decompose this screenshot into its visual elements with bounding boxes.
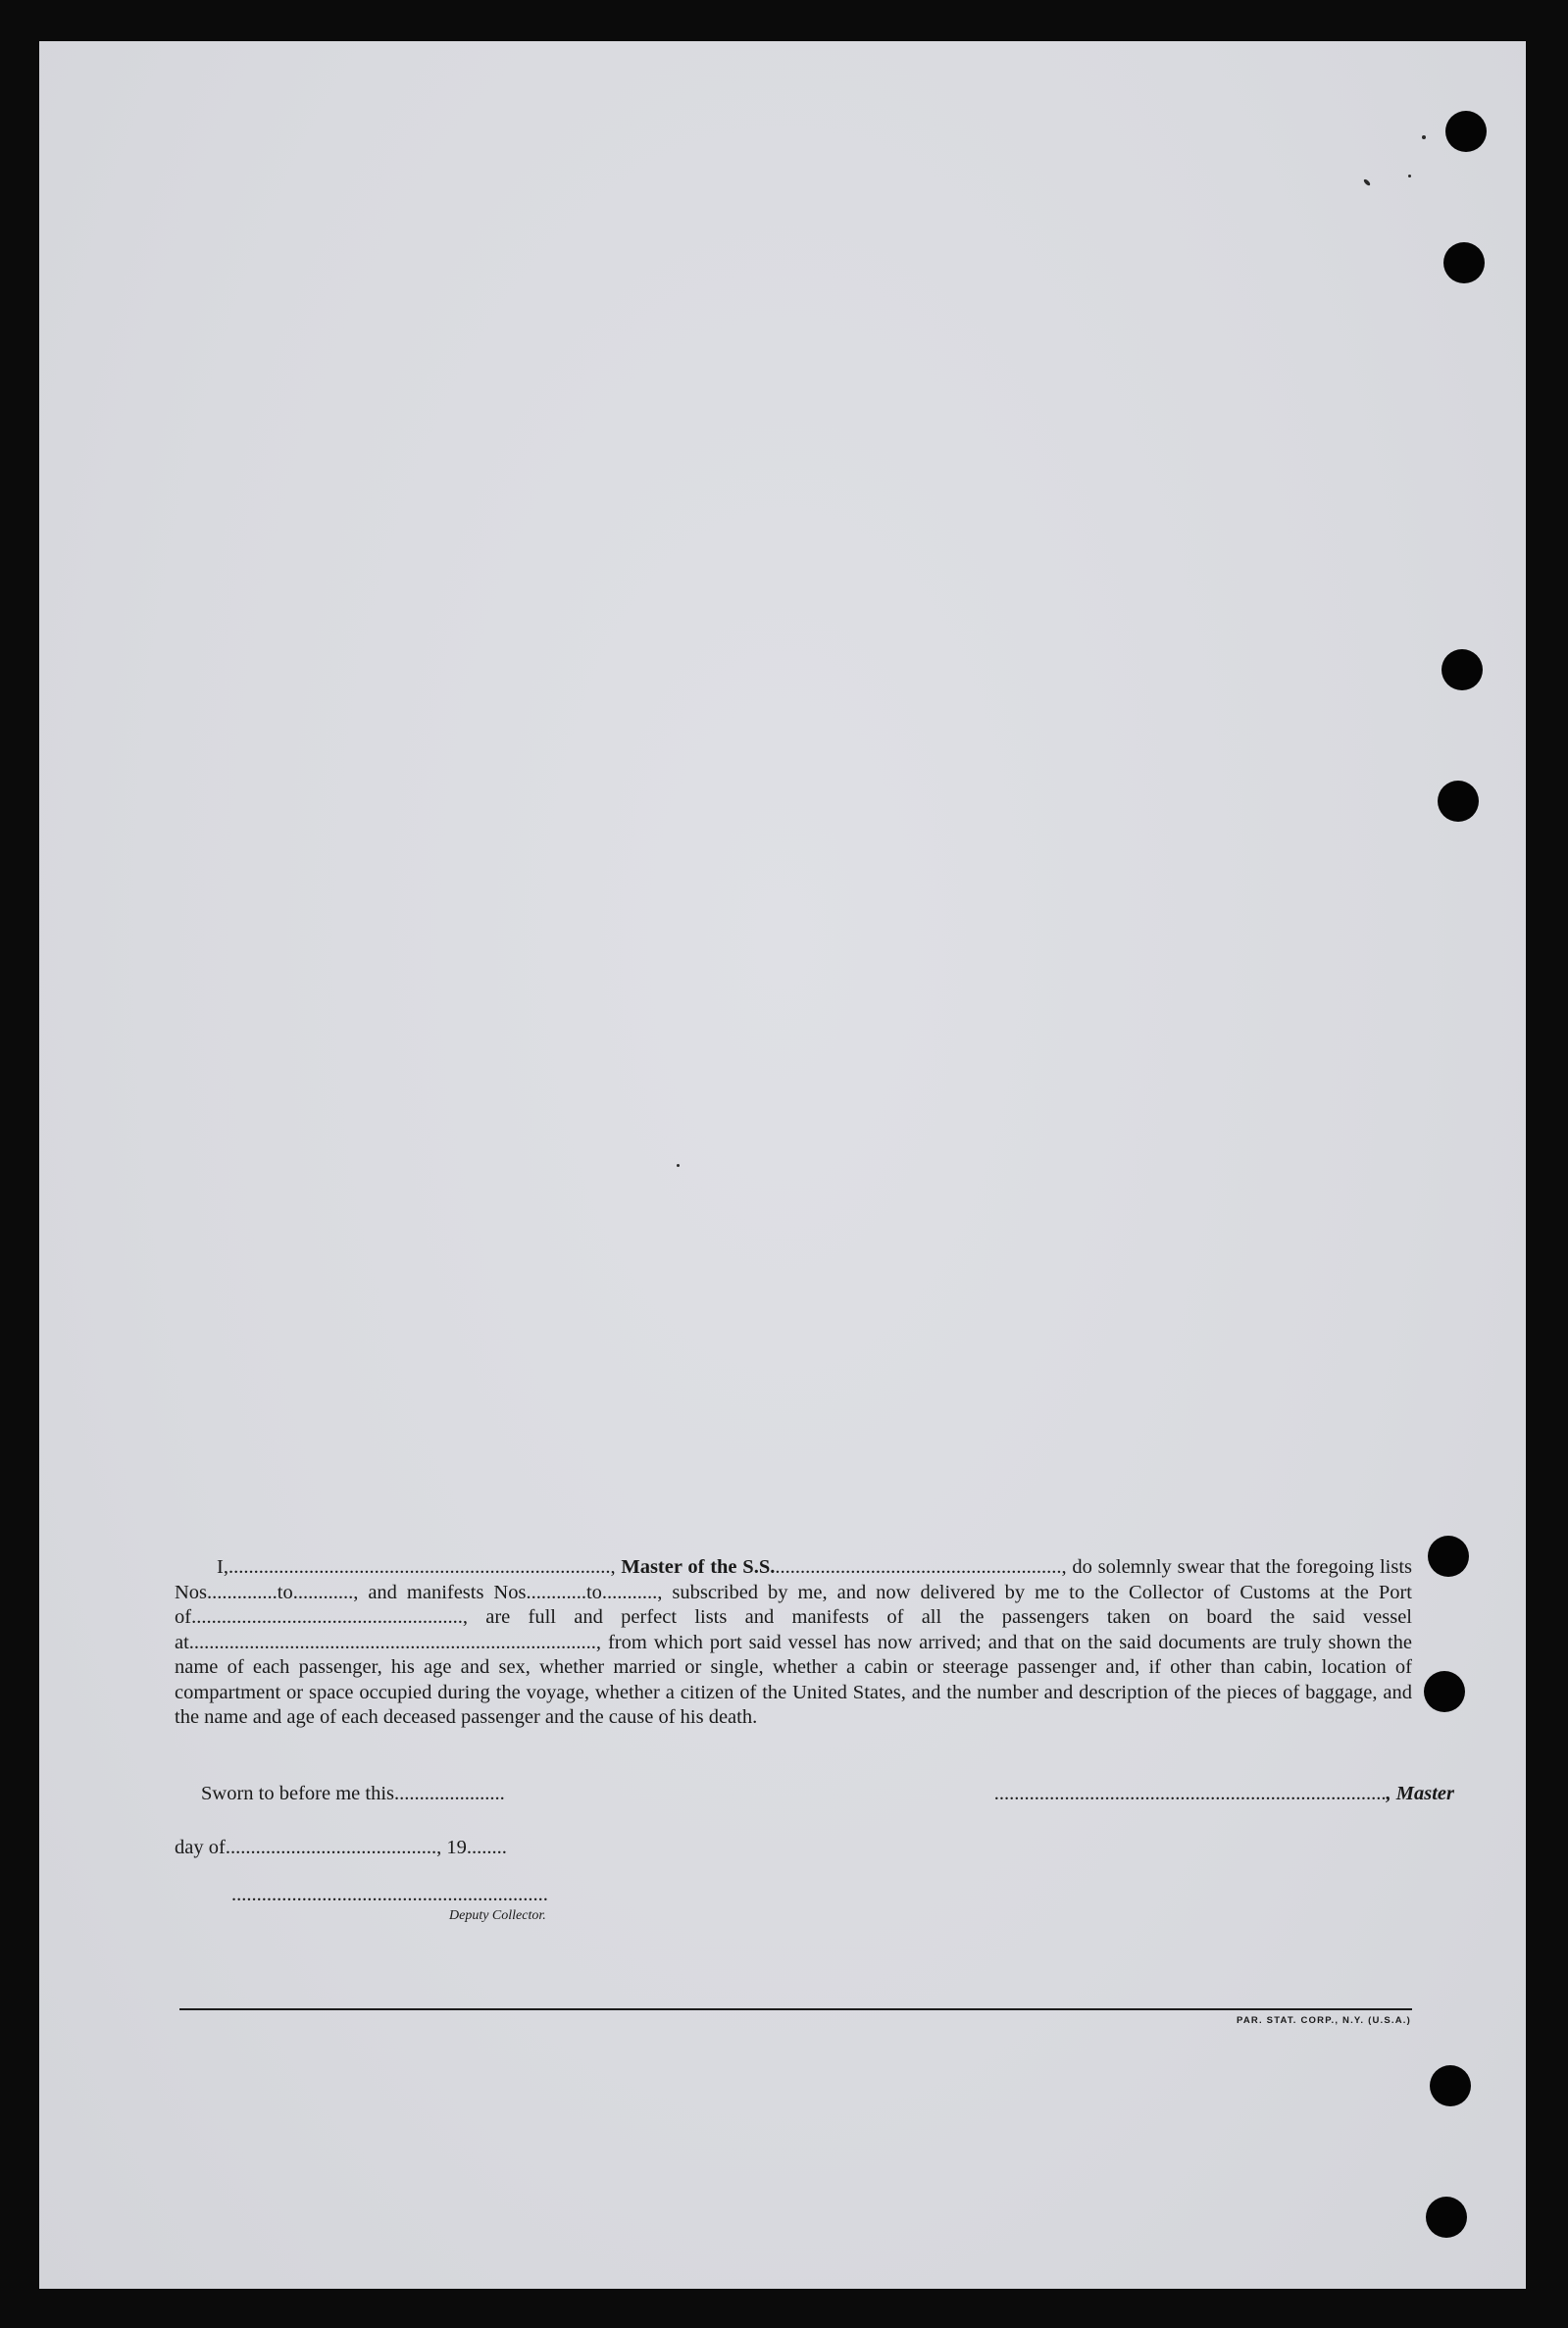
binder-hole-icon — [1445, 111, 1487, 152]
manifests-text: , and manifests Nos — [353, 1581, 527, 1603]
binder-hole-icon — [1442, 649, 1483, 690]
binder-hole-icon — [1430, 2065, 1471, 2106]
to-text: to — [585, 1581, 602, 1603]
master-of-ss-label: Master of the S.S. — [621, 1556, 776, 1578]
master-oath-paragraph — [175, 1555, 1412, 1731]
lists-to-blank: ............ — [292, 1581, 354, 1603]
month-blank: .......................................... — [225, 1837, 437, 1858]
comma: , — [610, 1556, 622, 1578]
paper-speck — [1422, 135, 1426, 139]
paper-speck — [1363, 178, 1371, 186]
footer-rule — [179, 2008, 1412, 2010]
binder-hole-icon — [1426, 2197, 1467, 2238]
day-of-label: day of — [175, 1837, 226, 1858]
swear-text: swear that the foregoing lists Nos — [175, 1556, 1413, 1603]
sworn-date-blank: ...................... — [394, 1783, 505, 1804]
master-signature-blank: .............................................................................. — [993, 1783, 1387, 1804]
binder-hole-icon — [1428, 1536, 1469, 1577]
paper-speck — [1408, 175, 1411, 177]
binder-hole-icon — [1424, 1671, 1465, 1712]
full-perfect-text: , are full and perfect lists and manifests of all the passengers taken on board the said vessel at — [175, 1606, 1412, 1653]
oath-i: I, — [217, 1556, 228, 1578]
sworn-line — [201, 1783, 505, 1805]
deputy-collector-label: Deputy Collector. — [449, 1908, 546, 1923]
binder-hole-icon — [1438, 781, 1479, 822]
to-text: to — [277, 1581, 293, 1603]
master-name-blank: ............................................................................ — [228, 1556, 611, 1578]
sworn-label: Sworn to before me this — [201, 1783, 394, 1804]
form-sheet — [39, 41, 1526, 2289]
boarding-port-blank: ................................................................................. — [188, 1631, 596, 1653]
subscribed-text: , subscribed by me, and now delivered by me to the Collector of Customs at the Port of — [175, 1581, 1412, 1628]
master-signature-line — [994, 1783, 1454, 1805]
binder-hole-icon — [1443, 242, 1485, 283]
manifests-to-blank: ........... — [601, 1581, 658, 1603]
printer-imprint: PAR. STAT. CORP., N.Y. (U.S.A.) — [1237, 2015, 1411, 2026]
paper-speck — [677, 1164, 680, 1167]
oath-remainder-text: , from which port said vessel has now arrived; and that on the said documents are truly shown the name of each passenger, his age and sex, whether married or single, whether a cabin or steerage passenger and, if other than cabin, location of compartment or space occupied during the voyage, whether a citizen of the United States, and the number and description of the pieces of baggage, and the name and age of each deceased passenger and the cause of his death. — [175, 1631, 1412, 1728]
deputy-signature-blank: ............................................................... — [231, 1884, 548, 1905]
do-solemnly-text: , do solemnly — [1061, 1556, 1172, 1578]
day-of-line — [175, 1837, 507, 1859]
port-blank: ...................................................... — [191, 1606, 463, 1628]
ship-name-blank: ......................................................... — [775, 1556, 1062, 1578]
year-blank: ........ — [466, 1837, 507, 1858]
master-label: , Master — [1386, 1783, 1454, 1804]
year-label: , 19 — [436, 1837, 467, 1858]
lists-from-blank: .............. — [207, 1581, 278, 1603]
manifests-from-blank: ............ — [526, 1581, 586, 1603]
